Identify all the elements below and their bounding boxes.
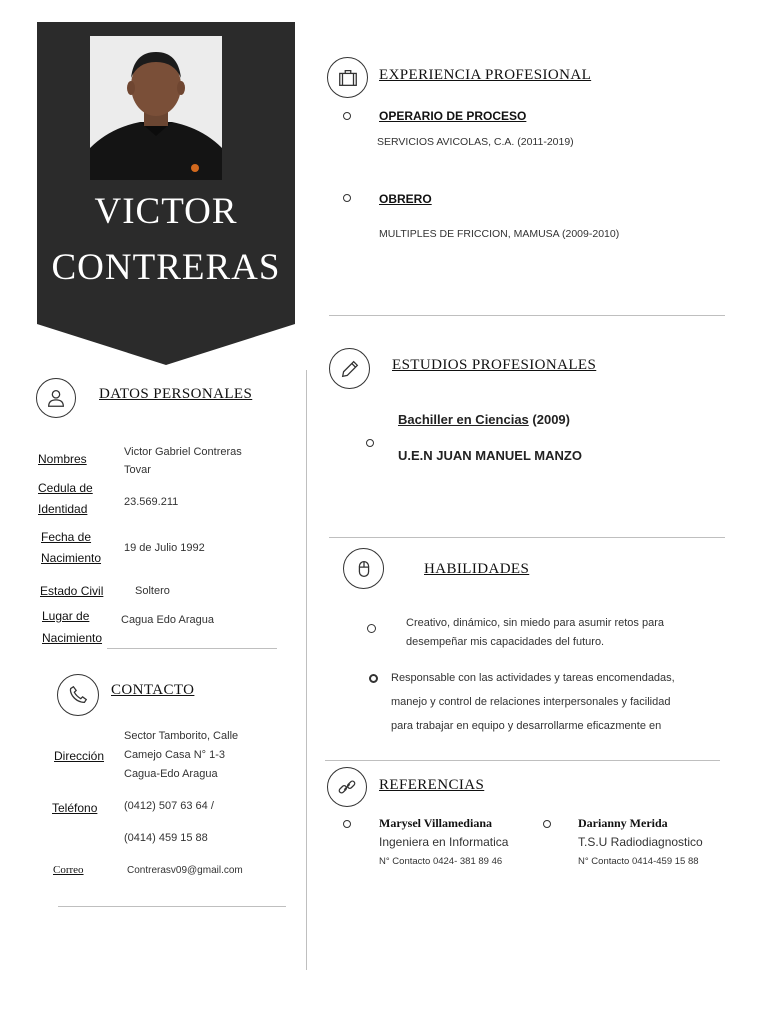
column-divider — [306, 370, 307, 970]
address-line-3: Cagua-Edo Aragua — [124, 768, 218, 780]
pencil-icon — [329, 348, 370, 389]
ref-1-role: Ingeniera en Informatica — [379, 835, 509, 849]
address-line-2: Camejo Casa N° 1-3 — [124, 749, 225, 761]
job-2-title: OBRERO — [379, 192, 432, 206]
label-cedula-1: Cedula de — [38, 481, 93, 495]
label-lugar-2: Nacimiento — [42, 631, 103, 645]
user-icon — [36, 378, 76, 418]
value-nombres-1: Victor Gabriel Contreras — [124, 446, 242, 458]
phone-1: (0412) 507 63 64 / — [124, 800, 214, 812]
skill-2-line-3: para trabajar en equipo y desarrollarme eficazmente en — [391, 720, 662, 732]
label-estado-civil: Estado Civil — [40, 584, 104, 598]
mouse-icon — [343, 548, 384, 589]
briefcase-icon — [327, 57, 368, 98]
value-nombres-2: Tovar — [124, 464, 151, 476]
study-school: U.E.N JUAN MANUEL MANZO — [398, 448, 582, 463]
job-2-bullet — [343, 194, 351, 202]
ref-1-name: Marysel Villamediana — [379, 816, 492, 830]
phone-icon — [57, 674, 99, 716]
last-name: CONTRERAS — [51, 247, 281, 288]
skills-divider — [325, 760, 720, 761]
contact-title: CONTACTO — [111, 682, 195, 698]
ref-1-phone: N° Contacto 0424- 381 89 46 — [379, 856, 503, 867]
value-fecha: 19 de Julio 1992 — [124, 542, 205, 554]
job-1-title: OPERARIO DE PROCESO — [379, 109, 527, 123]
studies-divider — [329, 537, 725, 538]
references-title: REFERENCIAS — [379, 777, 485, 793]
study-degree-line — [398, 412, 570, 427]
job-1-company: SERVICIOS AVICOLAS, C.A. (2011-2019) — [377, 136, 574, 148]
study-year: (2009) — [532, 412, 570, 427]
link-icon — [327, 767, 367, 807]
ref-2-role: T.S.U Radiodiagnostico — [578, 835, 703, 849]
value-lugar: Cagua Edo Aragua — [121, 614, 214, 626]
label-direccion: Dirección — [54, 749, 105, 763]
skill-1-bullet — [367, 624, 376, 633]
contact-divider — [58, 906, 286, 907]
label-cedula-2: Identidad — [38, 502, 88, 516]
experience-divider — [329, 315, 725, 316]
label-fecha-1: Fecha de — [41, 530, 92, 544]
label-telefono: Teléfono — [52, 801, 98, 815]
profile-photo — [90, 36, 222, 180]
first-name: VICTOR — [94, 191, 238, 232]
label-lugar-1: Lugar de — [42, 609, 90, 623]
skill-2-bullet — [369, 674, 378, 683]
ref-2-name: Darianny Merida — [578, 816, 668, 830]
study-degree: Bachiller en Ciencias — [398, 412, 529, 427]
personal-title: DATOS PERSONALES — [99, 386, 253, 402]
skill-2-line-1: Responsable con las actividades y tareas encomendadas, — [391, 672, 675, 684]
skill-1-line-2: desempeñar mis capacidades del futuro. — [406, 636, 605, 648]
experience-title: EXPERIENCIA PROFESIONAL — [379, 67, 592, 83]
ref-2-bullet — [543, 820, 551, 828]
value-cedula: 23.569.211 — [124, 496, 179, 508]
value-estado-civil: Soltero — [135, 585, 170, 597]
address-line-1: Sector Tamborito, Calle — [124, 730, 239, 742]
studies-title: ESTUDIOS PROFESIONALES — [392, 357, 597, 373]
job-1-bullet — [343, 112, 351, 120]
email-value: Contrerasv09@gmail.com — [127, 865, 243, 876]
label-nombres: Nombres — [38, 452, 87, 466]
phone-2: (0414) 459 15 88 — [124, 832, 208, 844]
label-fecha-2: Nacimiento — [41, 551, 102, 565]
skills-title: HABILIDADES — [424, 561, 530, 577]
personal-divider — [107, 648, 277, 649]
job-2-company: MULTIPLES DE FRICCION, MAMUSA (2009-2010) — [379, 228, 620, 240]
ref-2-phone: N° Contacto 0414-459 15 88 — [578, 856, 699, 867]
skill-2-line-2: manejo y control de relaciones interpersonales y facilidad — [391, 696, 671, 708]
skill-1-line-1: Creativo, dinámico, sin miedo para asumir retos para — [406, 617, 665, 629]
study-bullet — [366, 439, 374, 447]
ref-1-bullet — [343, 820, 351, 828]
label-correo: Correo — [53, 864, 84, 876]
